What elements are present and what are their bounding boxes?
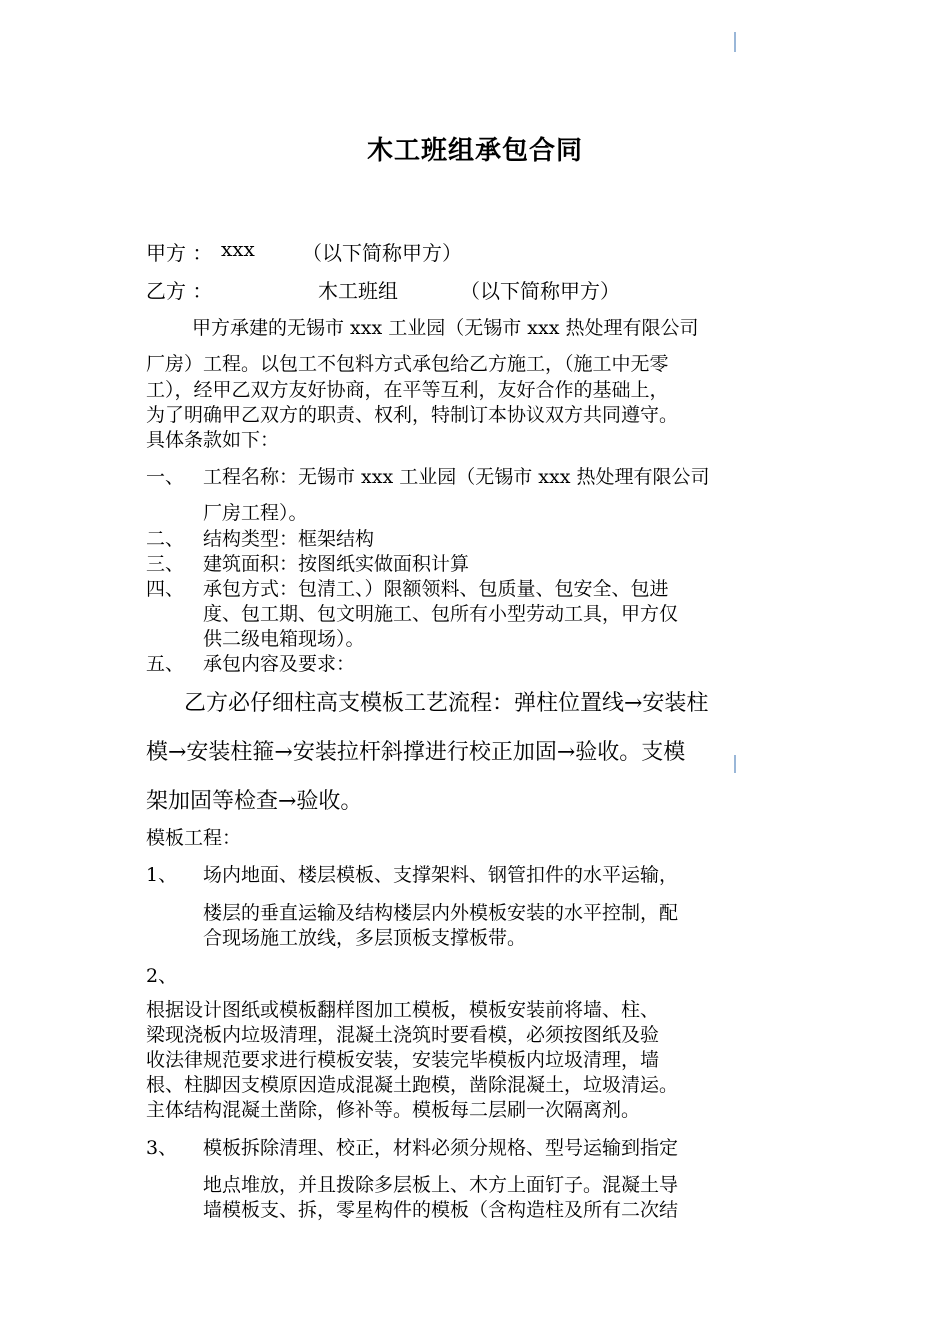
- intro-line: 具体条款如下：: [146, 429, 280, 451]
- clause-number: 二、: [146, 528, 185, 550]
- text-cursor: [734, 32, 736, 52]
- intro-line: 甲方承建的无锡市 xxx 工业园（无锡市 xxx 热处理有限公司: [192, 317, 699, 339]
- clause-text: 厂房工程）。: [203, 502, 308, 524]
- process-line: 模→安装柱箍→安装拉杆斜撑进行校正加固→验收。支模: [146, 740, 686, 765]
- process-line: 乙方必仔细柱高支模板工艺流程：弹柱位置线→安装柱: [184, 691, 709, 716]
- intro-line: 工），经甲乙双方友好协商，在平等互利，友好合作的基础上，: [146, 379, 669, 401]
- clause-text: 度、包工期、包文明施工、包所有小型劳动工具，甲方仅: [203, 603, 679, 625]
- party-b-note: （以下简称甲方）: [460, 279, 620, 303]
- item-text: 楼层的垂直运输及结构楼层内外模板安装的水平控制，配: [203, 902, 679, 924]
- item-text: 根据设计图纸或模板翻样图加工模板，模板安装前将墙、柱、: [146, 999, 660, 1021]
- item-text: 墙模板支、拆，零星构件的模板（含构造柱及所有二次结: [203, 1199, 679, 1221]
- item-text: 模板拆除清理、校正，材料必须分规格、型号运输到指定: [203, 1137, 679, 1159]
- clause-text: 建筑面积：按图纸实做面积计算: [203, 553, 470, 575]
- clause-text: 承包内容及要求：: [203, 653, 356, 675]
- party-a-name: xxx: [221, 237, 255, 261]
- item-number: 3、: [146, 1137, 178, 1159]
- clause-number: 三、: [146, 553, 185, 575]
- party-b-name: 木工班组: [318, 279, 398, 303]
- clause-number: 一、: [146, 466, 185, 488]
- item-text: 主体结构混凝土凿除，修补等。模板每二层刷一次隔离剂。: [146, 1099, 641, 1121]
- process-line: 架加固等检查→验收。: [146, 789, 363, 814]
- clause-text: 供二级电箱现场）。: [203, 628, 365, 650]
- clause-number: 五、: [146, 653, 185, 675]
- item-text: 梁现浇板内垃圾清理，混凝土浇筑时要看模，必须按图纸及验: [146, 1024, 660, 1046]
- item-text: 场内地面、楼层模板、支撑架料、钢管扣件的水平运输，: [203, 864, 679, 886]
- clause-text: 承包方式：包清工、）限额领料、包质量、包安全、包进: [203, 578, 669, 600]
- document-title: 木工班组承包合同: [366, 136, 583, 166]
- clause-text: 结构类型：框架结构: [203, 528, 375, 550]
- item-number: 2、: [146, 965, 178, 987]
- section-heading: 模板工程：: [146, 827, 242, 849]
- party-a-label: 甲方 ：: [146, 241, 213, 265]
- item-number: 1、: [146, 864, 178, 886]
- intro-line: 为了明确甲乙双方的职责、权利，特制订本协议双方共同遵守。: [146, 404, 679, 426]
- party-b-label: 乙方 ：: [146, 279, 213, 303]
- clause-number: 四、: [146, 578, 185, 600]
- party-a-note: （以下简称甲方）: [302, 241, 462, 265]
- text-cursor: [734, 755, 736, 773]
- item-text: 根、柱脚因支模原因造成混凝土跑模，凿除混凝土，垃圾清运。: [146, 1074, 679, 1096]
- item-text: 地点堆放，并且拨除多层板上、木方上面钉子。混凝土导: [203, 1174, 679, 1196]
- item-text: 收法律规范要求进行模板安装，安装完毕模板内垃圾清理，墙: [146, 1049, 660, 1071]
- intro-line: 厂房）工程。以包工不包料方式承包给乙方施工，（施工中无零: [146, 353, 669, 375]
- item-text: 合现场施工放线，多层顶板支撑板带。: [203, 927, 527, 949]
- clause-text: 工程名称：无锡市 xxx 工业园（无锡市 xxx 热处理有限公司: [203, 466, 710, 488]
